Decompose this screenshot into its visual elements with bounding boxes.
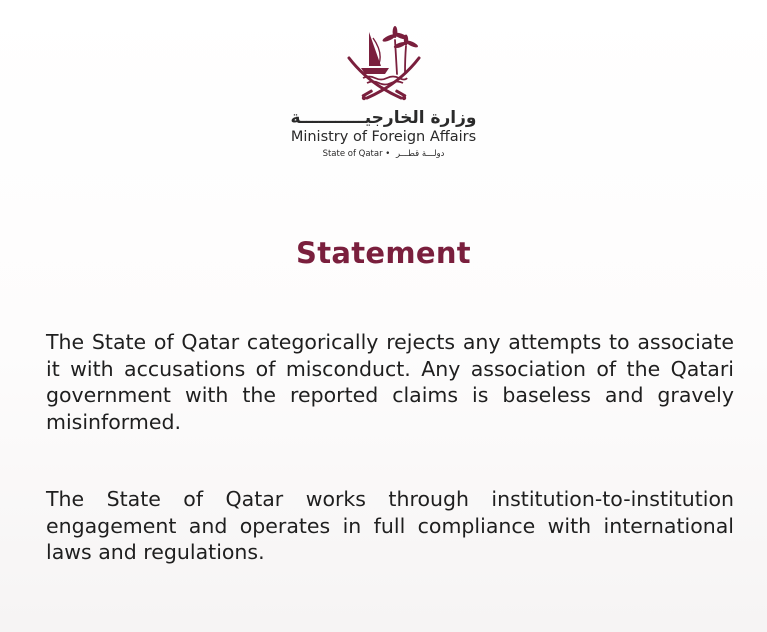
ministry-name-arabic: وزارة الخارجيـــــــــــة [290,108,477,128]
qatar-emblem-icon [339,18,429,104]
statement-paragraph-2: The State of Qatar works through institution-to-institution engagement and operates in full compliance with international laws and regulations. [46,487,734,564]
state-name [0,148,767,160]
state-name-arabic: دولـــة قطـــر [396,149,445,159]
ministry-name-english: Ministry of Foreign Affairs [290,129,477,145]
statement-title: Statement [296,236,471,270]
statement-paragraph-1: The State of Qatar categorically rejects any attempts to associate it with accusations of misconduct. Any association of the Qatari government with the reported claims is baseless and gravely misinformed. [46,330,734,434]
ministry-header [0,18,767,160]
state-name-english: State of Qatar • [322,149,391,159]
